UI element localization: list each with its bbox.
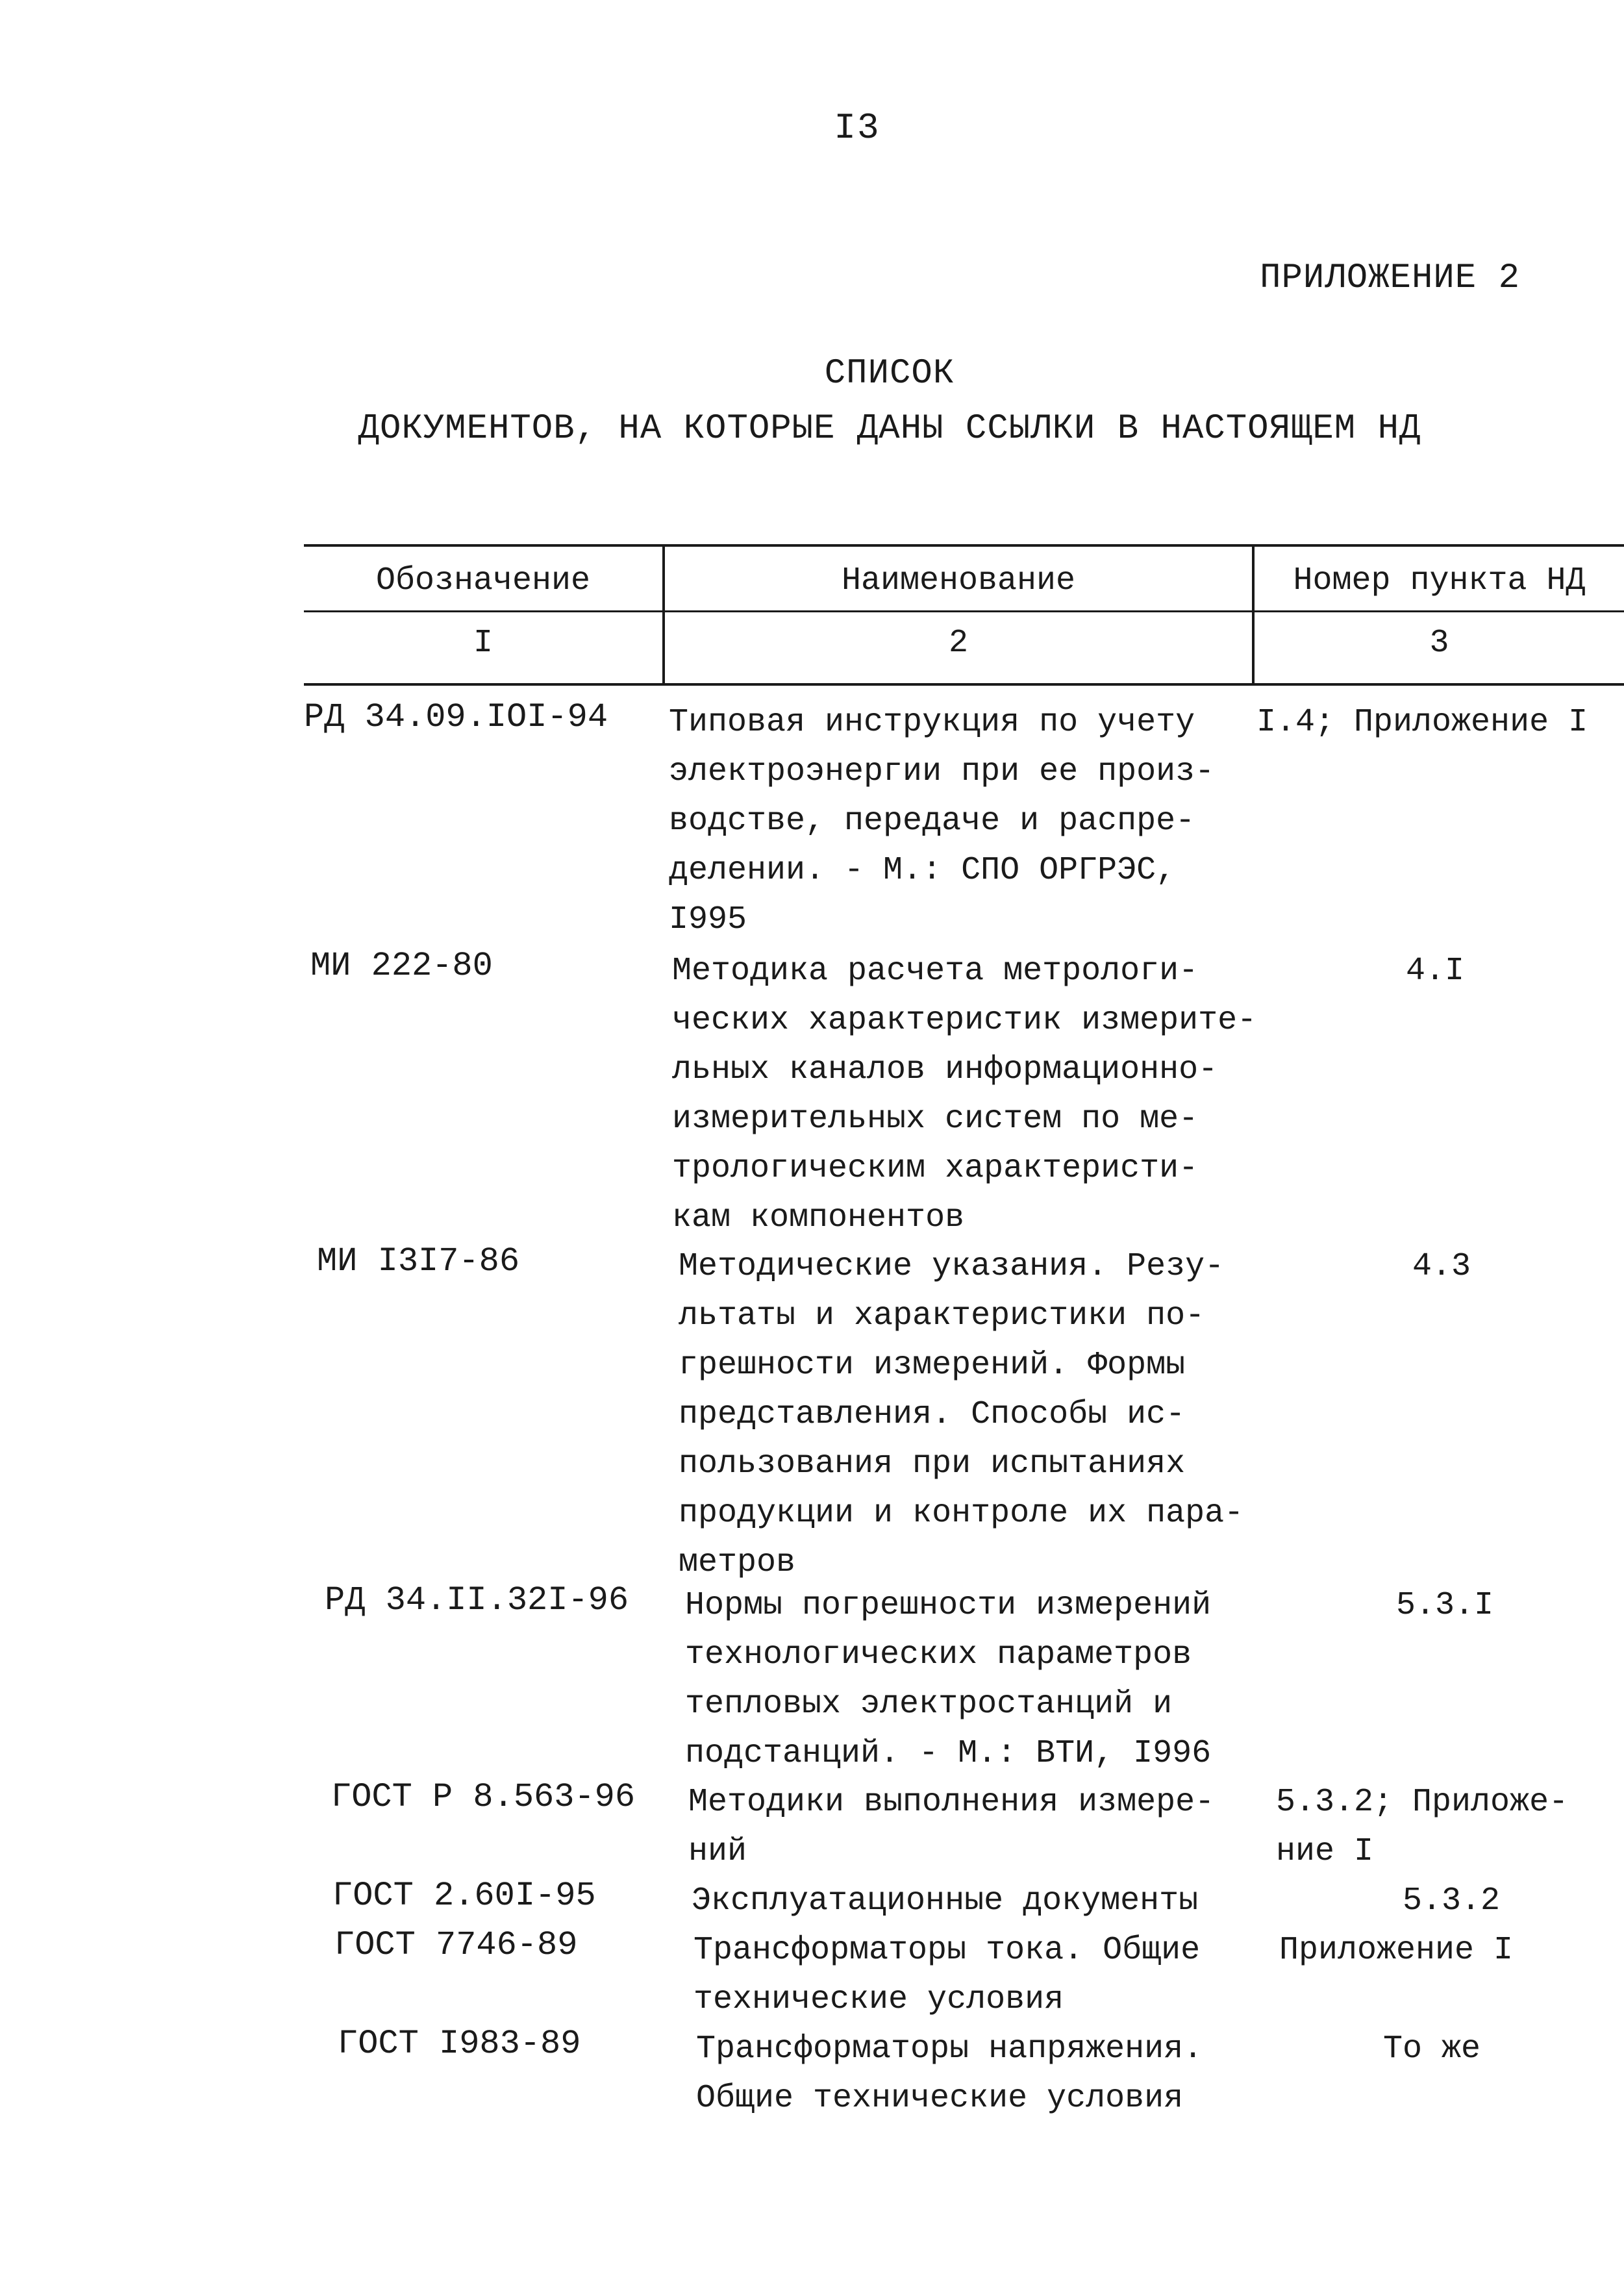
header-clause: Номер пункта НД [1293,562,1586,599]
row-designation: ГОСТ 2.60I-95 [332,1877,596,1915]
column-number-1: I [473,625,493,662]
row-clause: То же [1383,2031,1481,2068]
page-number: I3 [834,107,881,149]
row-clause: 5.3.2 [1403,1882,1501,1919]
row-name: Трансформаторы напряжения. Общие технические условия [696,2031,1203,2117]
row-name: Методические указания. Резу- льтаты и характеристики по- грешности измерений. Формы представления. Способы ис- пользования при испытаниях продукции и контроле их пара- метров [679,1248,1244,1581]
row-clause: Приложение I [1279,1932,1514,1969]
row-clause: 5.3.I [1396,1587,1494,1624]
row-name: Методика расчета метрологи- ческих характеристик измерите- льных каналов информационно- измерительных систем по ме- трологическим характеристи- кам компонентов [672,953,1257,1236]
row-designation: ГОСТ I983-89 [338,2025,581,2063]
row-name: Методики выполнения измере- ний [688,1784,1215,1870]
row-clause: 5.3.2; Приложе- ние I [1276,1784,1569,1870]
row-designation: МИ I3I7-86 [317,1242,520,1281]
row-designation: МИ 222-80 [310,947,493,985]
row-designation: РД 34.II.32I-96 [325,1581,629,1619]
document-subtitle: ДОКУМЕНТОВ, НА КОТОРЫЕ ДАНЫ ССЫЛКИ В НАСТОЯЩЕМ НД [358,409,1421,449]
document-title: СПИСОК [824,354,955,394]
row-name: Трансформаторы тока. Общие технические условия [693,1932,1201,2018]
row-clause: 4.I [1406,953,1465,990]
row-designation: ГОСТ 7746-89 [334,1926,578,1964]
row-designation: ГОСТ Р 8.563-96 [331,1778,636,1816]
column-number-2: 2 [948,625,968,662]
column-number-3: 3 [1429,625,1449,662]
header-name: Наименование [841,562,1076,599]
row-clause: 4.3 [1412,1248,1471,1285]
header-divider [304,610,1624,612]
row-name: Эксплуатационные документы [692,1882,1199,1919]
row-clause: I.4; Приложение I [1256,704,1588,741]
row-designation: РД 34.09.IOI-94 [304,698,608,736]
appendix-label: ПРИЛОЖЕНИЕ 2 [1260,258,1520,298]
header-designation: Обозначение [375,562,591,599]
table-header [304,544,1624,686]
row-name: Типовая инструкция по учету электроэнергии при ее произ- водстве, передаче и распре- делении. - М.: СПО ОРГРЭС, I995 [669,704,1215,938]
row-name: Нормы погрешности измерений технологических параметров тепловых электростанций и подстанций. - М.: ВТИ, I996 [685,1587,1212,1772]
